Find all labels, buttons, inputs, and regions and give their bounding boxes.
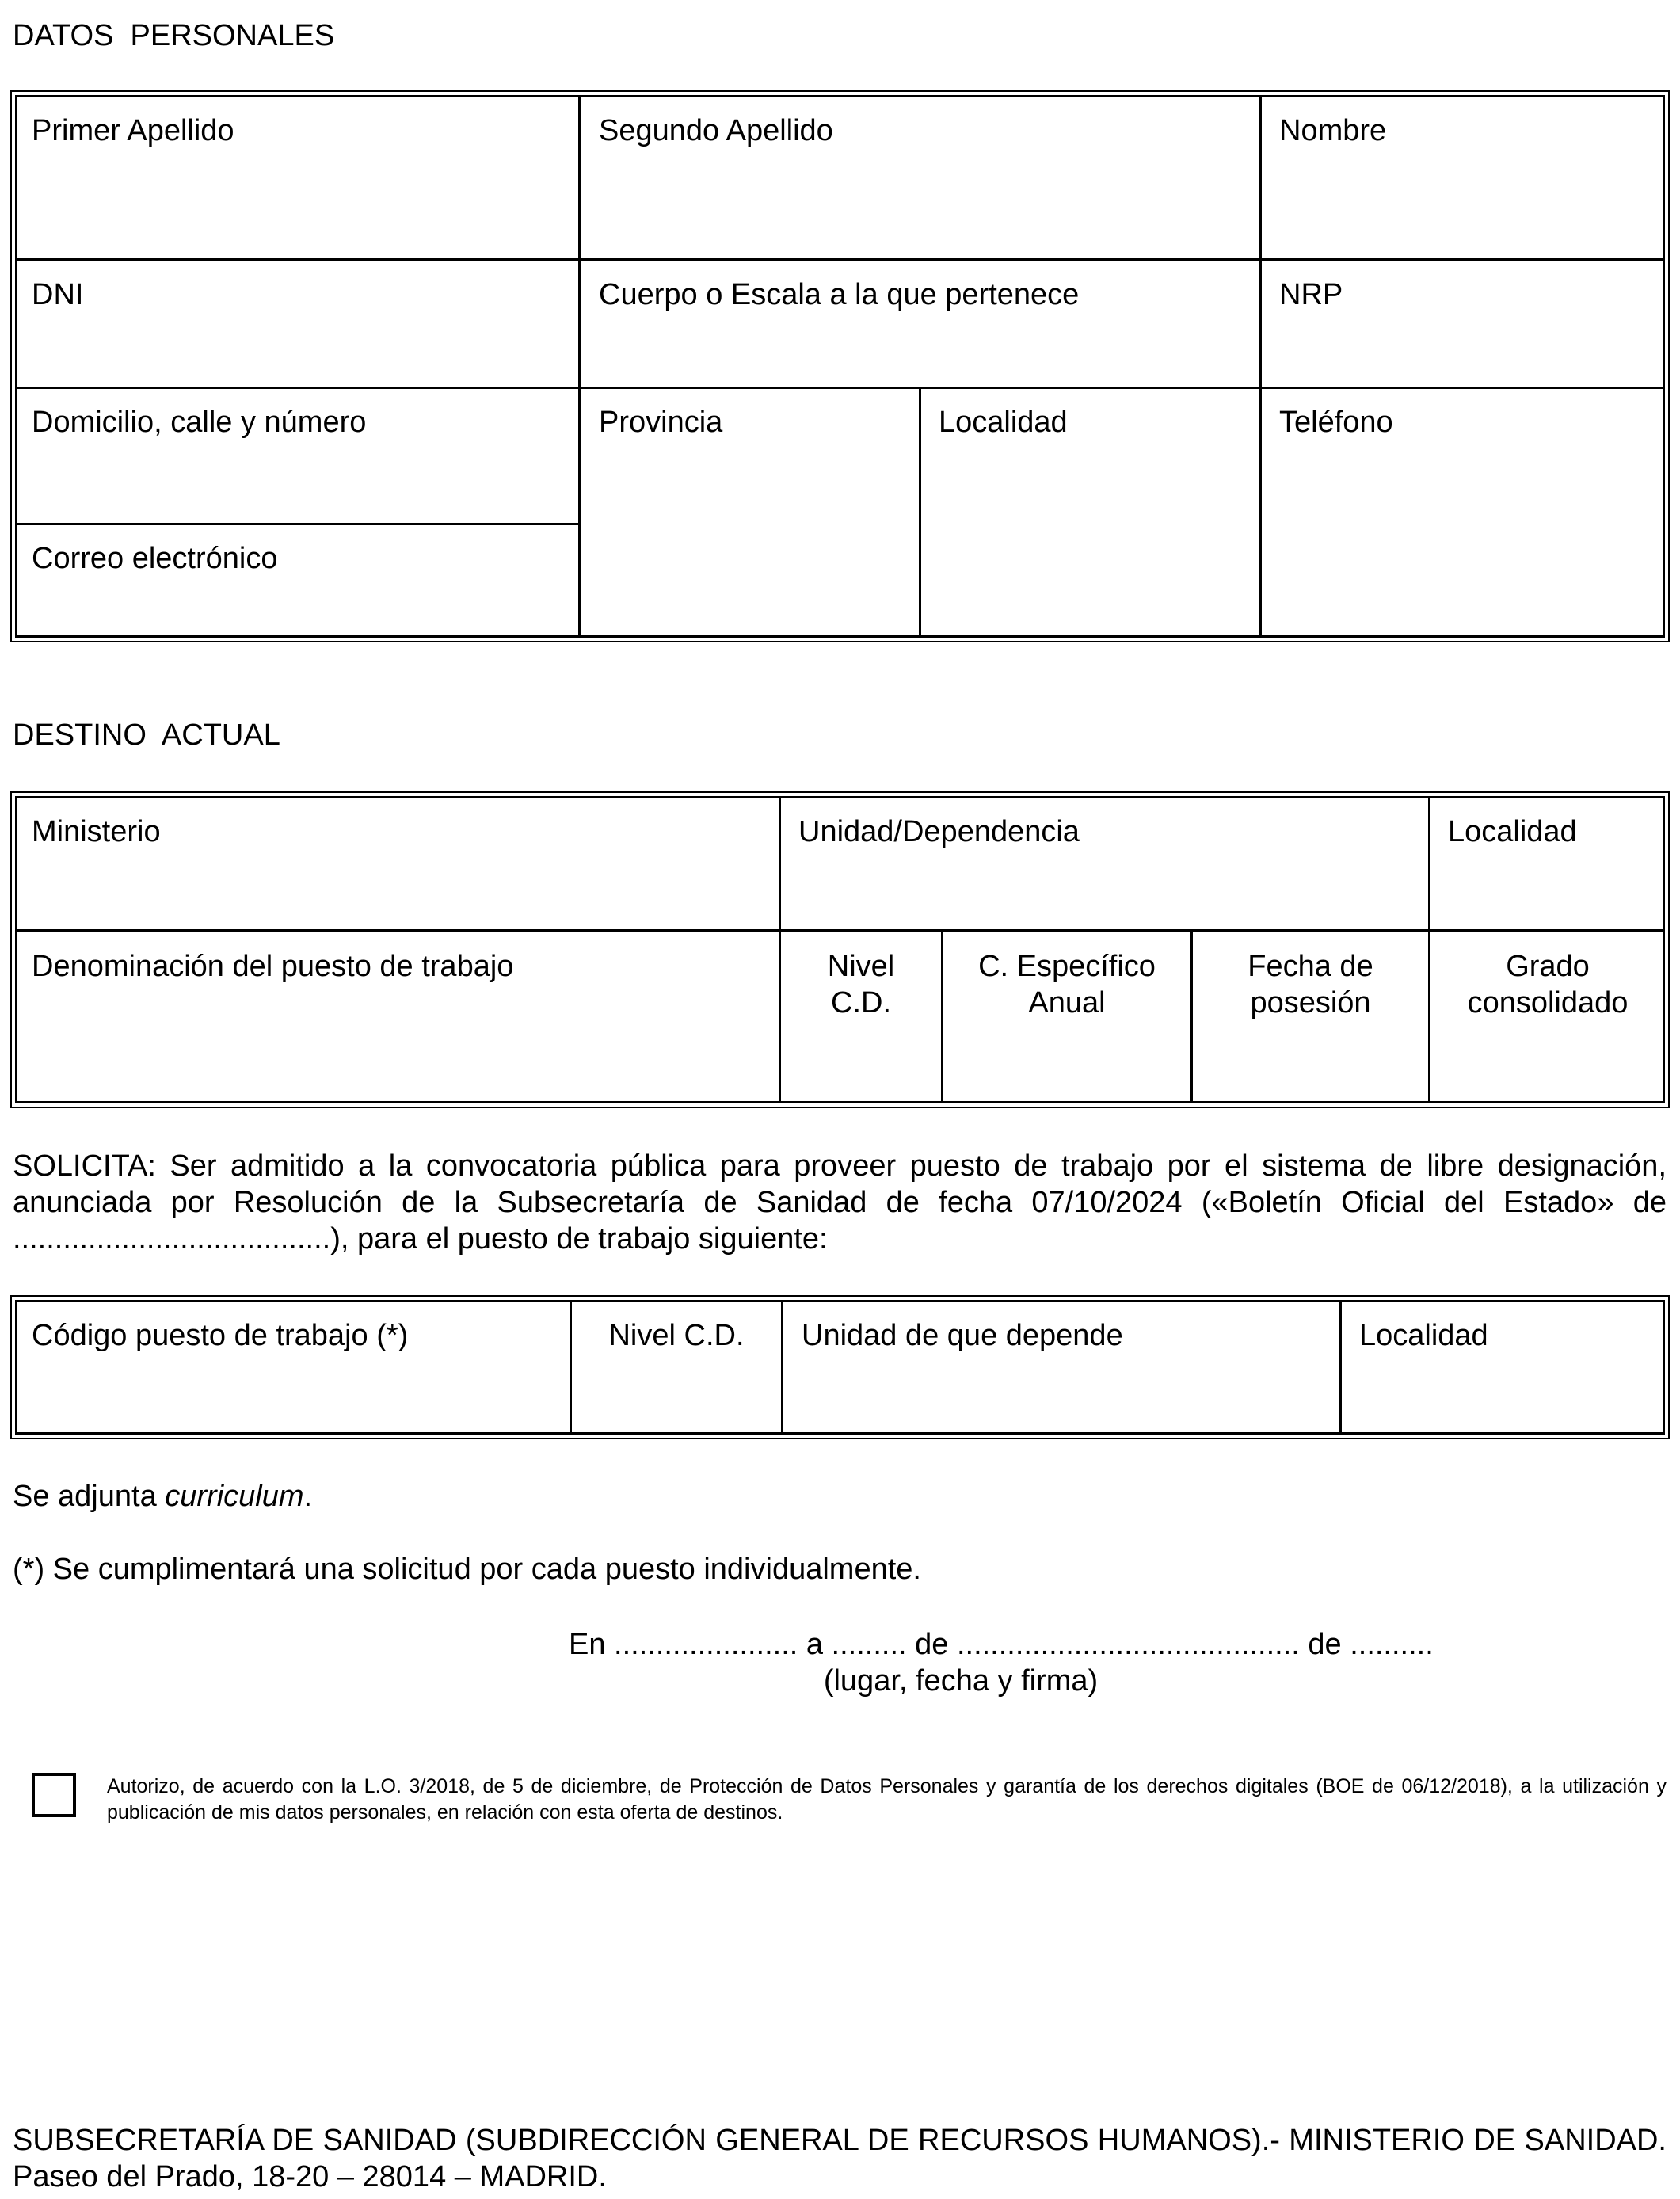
solicita-paragraph: SOLICITA: Ser admitido a la convocatoria pública para proveer puesto de trabajo por el sistema de libre designación, anunciada por Resolución de la Subsecretaría de Sanidad de fecha 07/10/2024 («Boletín Oficial del Estado» de ......................................), para el puesto de trabajo siguiente: [13,1149,1667,1256]
field-provincia[interactable]: Provincia [599,406,723,439]
field-unidad-dependencia[interactable]: Unidad/Dependencia [798,815,1080,848]
field-ministerio[interactable]: Ministerio [32,815,161,848]
divider [15,929,1665,932]
autorizo-checkbox[interactable] [32,1773,76,1817]
field-segundo-apellido[interactable]: Segundo Apellido [599,114,833,147]
divider [1339,1300,1342,1435]
nota-asterisco: (*) Se cumplimentará una solicitud por cada puesto individualmente. [13,1553,921,1586]
field-nombre[interactable]: Nombre [1279,114,1387,147]
field-fecha-posesion[interactable] [1193,948,1428,1021]
divider [919,387,921,638]
field-localidad-puesto[interactable]: Localidad [1359,1319,1488,1352]
label-line: C.D. [831,986,891,1019]
section-title-datos-personales: DATOS PERSONALES [13,19,335,52]
adjunta-prefix: Se adjunta [13,1480,166,1513]
divider [15,523,580,525]
field-correo-electronico[interactable]: Correo electrónico [32,542,278,575]
field-nivel-cd-puesto[interactable]: Nivel C.D. [608,1319,745,1352]
field-localidad[interactable]: Localidad [939,406,1068,439]
field-telefono[interactable]: Teléfono [1279,406,1393,439]
section-title-destino-actual: DESTINO ACTUAL [13,718,280,752]
adjunta-suffix: . [303,1480,313,1513]
label-line: Fecha de [1248,950,1373,983]
field-dni[interactable]: DNI [32,278,84,311]
field-unidad-depende[interactable]: Unidad de que depende [802,1319,1123,1352]
field-localidad-destino[interactable]: Localidad [1448,815,1577,848]
field-primer-apellido[interactable]: Primer Apellido [32,114,234,147]
firma-line[interactable]: En ...................... a ......... de ......................................... de .......... [569,1628,1434,1661]
field-grado-consolidado[interactable] [1430,948,1665,1021]
divider [1259,95,1262,638]
label-line: C. Específico [978,950,1156,983]
field-domicilio[interactable]: Domicilio, calle y número [32,406,367,439]
label-line: consolidado [1467,986,1629,1019]
se-adjunta-curriculum [13,1478,1667,1515]
field-c-especifico-anual[interactable] [943,948,1190,1021]
divider [578,95,581,638]
label-line: Nivel [827,950,895,983]
label-line: Anual [1028,986,1106,1019]
field-cuerpo-escala[interactable]: Cuerpo o Escala a la que pertenece [599,278,1080,311]
firma-caption: (lugar, fecha y firma) [823,1664,1099,1698]
label-line: posesión [1250,986,1371,1019]
divider [15,387,1665,389]
field-codigo-puesto[interactable]: Código puesto de trabajo (*) [32,1319,409,1352]
footer-address: SUBSECRETARÍA DE SANIDAD (SUBDIRECCIÓN GENERAL DE RECURSOS HUMANOS).- MINISTERIO DE SANIDAD. Paseo del Prado, 18-20 – 28014 – MADRID. [13,2124,1667,2193]
adjunta-word: curriculum [165,1480,304,1513]
field-denominacion-puesto[interactable]: Denominación del puesto de trabajo [32,950,514,983]
field-nivel-cd[interactable] [781,948,941,1021]
field-nrp[interactable]: NRP [1279,278,1343,311]
divider [781,1300,783,1435]
label-line: Grado [1506,950,1590,983]
divider [15,258,1665,261]
autorizo-text: Autorizo, de acuerdo con la L.O. 3/2018, de 5 de diciembre, de Protección de Datos Personales y garantía de los derechos digitales (BOE de 06/12/2018), a la utilización y publicación de mis datos personales, en relación con esta oferta de destinos. [107,1775,1667,1824]
